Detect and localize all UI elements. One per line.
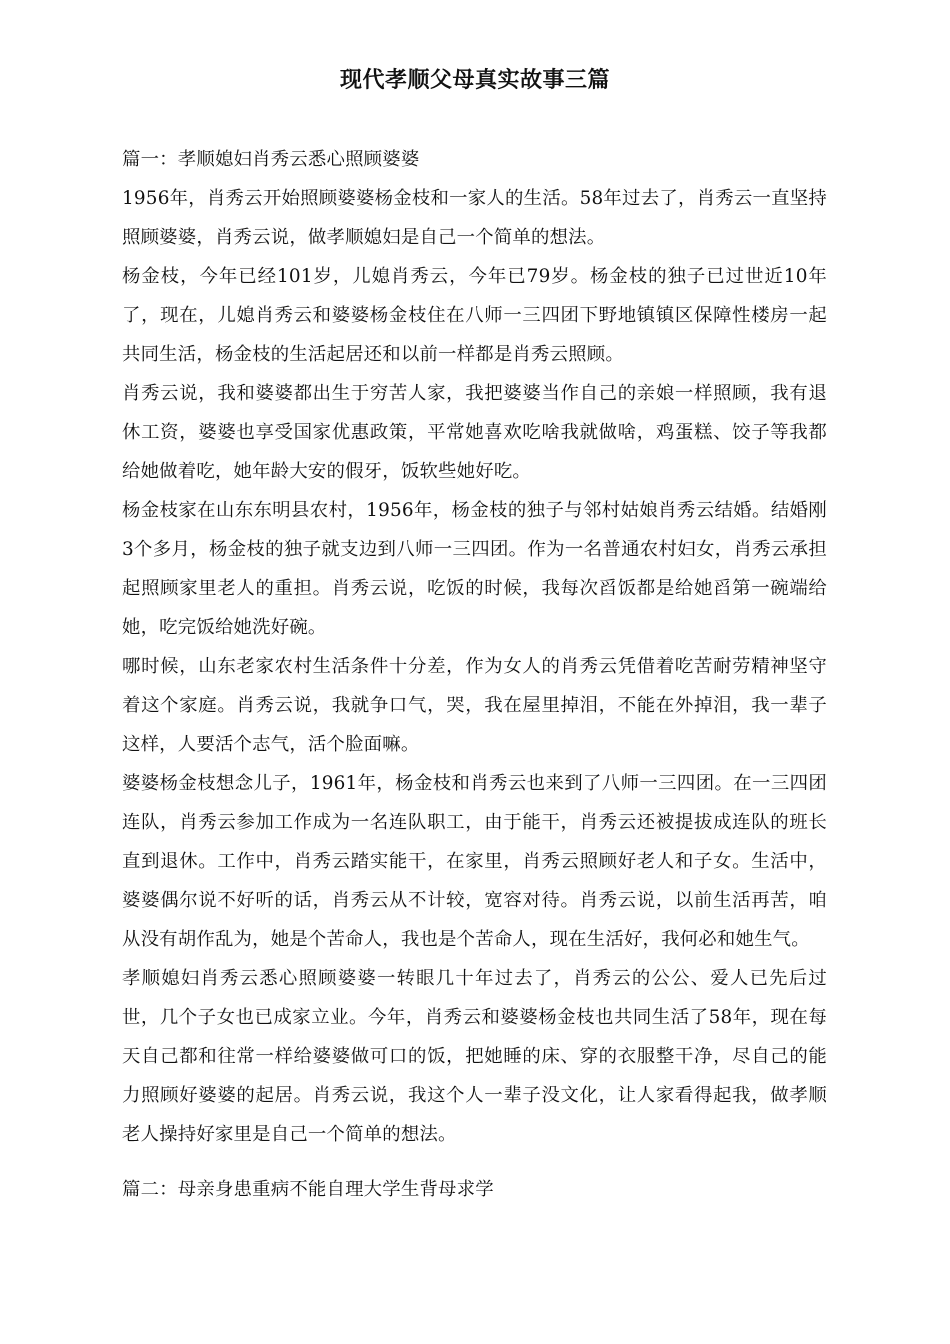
paragraph: 杨金枝家在山东东明县农村，1956年，杨金枝的独子与邻村姑娘肖秀云结婚。结婚刚3个多月，杨金枝的独子就支边到八师一三四团。作为一名普通农村妇女，肖秀云承担起照顾家里老人的重担。肖秀云说，吃饭的时候，我每次舀饭都是给她舀第一碗端给她，吃完饭给她洗好碗。 xyxy=(122,500,827,638)
paragraph: 孝顺媳妇肖秀云悉心照顾婆婆一转眼几十年过去了，肖秀云的公公、爱人已先后过世，几个子女也已成家立业。今年，肖秀云和婆婆杨金枝也共同生活了58年，现在每天自己都和往常一样给婆婆做可口的饭，把她睡的床、穿的衣服整干净，尽自己的能力照顾好婆婆的起居。肖秀云说，我这个人一辈子没文化，让人家看得起我，做孝顺老人操持好家里是自己一个简单的想法。 xyxy=(122,968,827,1145)
paragraph: 1956年，肖秀云开始照顾婆婆杨金枝和一家人的生活。58年过去了，肖秀云一直坚持照顾婆婆，肖秀云说，做孝顺媳妇是自己一个简单的想法。 xyxy=(122,188,827,248)
document-title: 现代孝顺父母真实故事三篇 xyxy=(339,68,610,93)
paragraph: 哪时候，山东老家农村生活条件十分差，作为女人的肖秀云凭借着吃苦耐劳精神坚守着这个家庭。肖秀云说，我就争口气，哭，我在屋里掉泪，不能在外掉泪，我一辈子这样，人要活个志气，活个脸面嘛。 xyxy=(122,656,827,755)
paragraph: 杨金枝，今年已经101岁，儿媳肖秀云，今年已79岁。杨金枝的独子已过世近10年了，现在，儿媳肖秀云和婆婆杨金枝住在八师一三四团下野地镇镇区保障性楼房一起共同生活，杨金枝的生活起居还和以前一样都是肖秀云照顾。 xyxy=(122,266,827,365)
document-body xyxy=(122,140,827,1209)
section-2-heading: 篇二：母亲身患重病不能自理大学生背母求学 xyxy=(122,1179,494,1200)
paragraph: 肖秀云说，我和婆婆都出生于穷苦人家，我把婆婆当作自己的亲娘一样照顾，我有退休工资，婆婆也享受国家优惠政策，平常她喜欢吃啥我就做啥，鸡蛋糕、饺子等我都给她做着吃，她年龄大安的假牙，饭软些她好吃。 xyxy=(122,383,827,482)
section-1-heading: 篇一：孝顺媳妇肖秀云悉心照顾婆婆 xyxy=(122,149,420,170)
paragraph: 婆婆杨金枝想念儿子，1961年，杨金枝和肖秀云也来到了八师一三四团。在一三四团连队，肖秀云参加工作成为一名连队职工，由于能干，肖秀云还被提拔成连队的班长直到退休。工作中，肖秀云踏实能干，在家里，肖秀云照顾好老人和子女。生活中，婆婆偶尔说不好听的话，肖秀云从不计较，宽容对待。肖秀云说，以前生活再苦，咱从没有胡作乱为，她是个苦命人，我也是个苦命人，现在生活好，我何必和她生气。 xyxy=(122,773,827,950)
section-gap xyxy=(122,1154,827,1170)
